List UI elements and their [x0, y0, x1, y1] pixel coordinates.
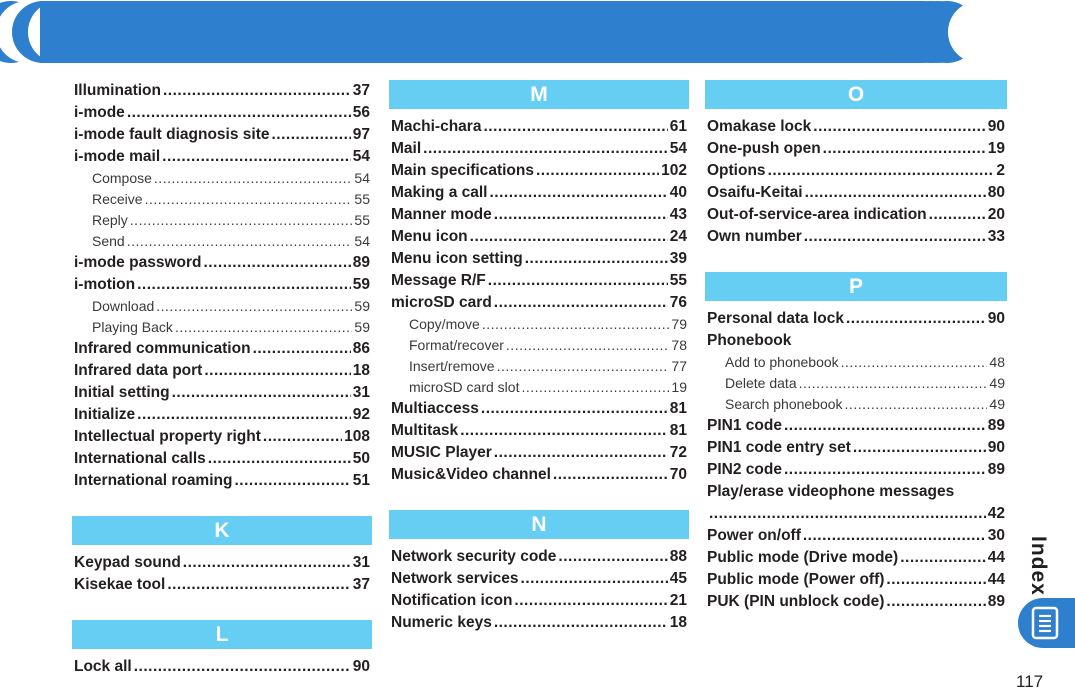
- dot-leader: [470, 226, 668, 248]
- entry-page-number: 37: [352, 576, 370, 593]
- dot-leader: [272, 124, 351, 146]
- page-number: 117: [1016, 672, 1044, 691]
- dot-leader: [172, 382, 351, 404]
- entry-label: Machi-chara: [391, 118, 482, 135]
- entry-page-number: 102: [661, 162, 687, 179]
- entry-label: Lock all: [74, 658, 132, 675]
- entry-label: Keypad sound: [74, 554, 181, 571]
- dot-leader: [482, 314, 670, 335]
- dot-leader: [494, 292, 668, 314]
- entry-page-number: 50: [352, 450, 370, 467]
- entry-page-number: 19: [987, 140, 1005, 157]
- entry-label: Initial setting: [74, 384, 170, 401]
- index-entry[interactable]: [391, 590, 687, 612]
- dot-leader: [154, 168, 353, 189]
- index-entry[interactable]: [391, 204, 687, 226]
- dot-leader: [163, 80, 351, 102]
- dot-leader: [130, 210, 353, 231]
- dot-leader: [183, 552, 351, 574]
- entry-label: Search phonebook: [725, 396, 843, 412]
- entry-label: Network services: [391, 570, 519, 587]
- index-entry[interactable]: [391, 248, 687, 270]
- entry-page-number: 49: [989, 396, 1005, 412]
- entry-label: Main specifications: [391, 162, 534, 179]
- dot-leader: [497, 356, 670, 377]
- entry-label: Menu icon setting: [391, 250, 523, 267]
- entry-label: Insert/remove: [409, 358, 495, 374]
- dot-leader: [886, 591, 985, 613]
- index-entry[interactable]: [391, 226, 687, 248]
- index-entry[interactable]: [74, 426, 370, 448]
- entry-label: Receive: [92, 191, 143, 207]
- dot-leader: [823, 138, 986, 160]
- index-subentry[interactable]: [74, 296, 370, 317]
- entry-label: Public mode (Power off): [707, 571, 885, 588]
- index-subentry[interactable]: [74, 168, 370, 189]
- dot-leader: [709, 503, 986, 525]
- entry-page-number: 31: [352, 554, 370, 571]
- index-entry[interactable]: [74, 382, 370, 404]
- entry-page-number: 55: [669, 272, 687, 289]
- entry-page-number: 54: [352, 148, 370, 165]
- dot-leader: [929, 204, 986, 226]
- entry-label: Mail: [391, 140, 422, 157]
- index-entry[interactable]: [74, 470, 370, 492]
- dot-leader: [805, 182, 986, 204]
- entry-label: Public mode (Drive mode): [707, 549, 899, 566]
- entry-page-number: 59: [352, 276, 370, 293]
- entry-label: Delete data: [725, 375, 797, 391]
- entry-label: Manner mode: [391, 206, 492, 223]
- entry-page-number: 18: [669, 614, 687, 631]
- dot-leader: [175, 317, 352, 338]
- dot-leader: [886, 569, 985, 591]
- dot-leader: [234, 470, 350, 492]
- dot-leader: [460, 420, 668, 442]
- entry-page-number: 55: [354, 191, 370, 207]
- dot-leader: [525, 248, 668, 270]
- dot-leader: [521, 377, 669, 398]
- index-subentry[interactable]: [391, 314, 687, 335]
- dot-leader: [900, 547, 986, 569]
- index-entry[interactable]: [74, 274, 370, 296]
- section-header-k: K: [72, 516, 372, 545]
- dot-leader: [488, 270, 668, 292]
- dot-leader: [134, 656, 351, 678]
- index-entry[interactable]: [74, 124, 370, 146]
- entry-page-number: 90: [987, 439, 1005, 456]
- index-entry[interactable]: [391, 420, 687, 442]
- dot-leader: [494, 204, 668, 226]
- entry-label: Reply: [92, 212, 128, 228]
- entry-page-number: 44: [987, 571, 1005, 588]
- document-list-icon: [1031, 606, 1059, 640]
- entry-label: Initialize: [74, 406, 136, 423]
- entry-label: Options: [707, 162, 766, 179]
- index-entry[interactable]: [74, 404, 370, 426]
- entry-label: Download: [92, 298, 155, 314]
- entry-page-number: 108: [344, 428, 370, 445]
- dot-leader: [768, 160, 995, 182]
- entry-label: Music&Video channel: [391, 466, 551, 483]
- entry-label: Kisekae tool: [74, 576, 166, 593]
- dot-leader: [167, 574, 350, 596]
- entry-label: Network security code: [391, 548, 557, 565]
- entry-label: Notification icon: [391, 592, 513, 609]
- index-entry[interactable]: [74, 360, 370, 382]
- entry-page-number: 51: [352, 472, 370, 489]
- entry-page-number: 97: [352, 126, 370, 143]
- entry-page-number: 55: [354, 212, 370, 228]
- index-entry[interactable]: [74, 252, 370, 274]
- entry-label: Intellectual property right: [74, 428, 261, 445]
- index-entry[interactable]: [391, 270, 687, 292]
- entry-page-number: 81: [669, 400, 687, 417]
- section-gap: [391, 486, 687, 510]
- index-entry[interactable]: [707, 415, 1005, 437]
- entry-label: Infrared data port: [74, 362, 203, 379]
- entry-page-number: 54: [354, 233, 370, 249]
- entry-page-number: 42: [987, 505, 1005, 522]
- entry-label: Compose: [92, 170, 152, 186]
- entry-page-number: 40: [669, 184, 687, 201]
- index-entry[interactable]: [707, 503, 1005, 525]
- dot-leader: [156, 296, 352, 317]
- entry-label: i-mode mail: [74, 148, 161, 165]
- index-entry[interactable]: [74, 552, 370, 574]
- entry-page-number: 70: [669, 466, 687, 483]
- entry-page-number: 89: [352, 254, 370, 271]
- entry-page-number: 92: [352, 406, 370, 423]
- index-entry[interactable]: [707, 525, 1005, 547]
- entry-label: Multitask: [391, 422, 459, 439]
- dot-leader: [804, 226, 986, 248]
- entry-label: Format/recover: [409, 337, 504, 353]
- section-header-p: P: [705, 272, 1007, 301]
- entry-label: Personal data lock: [707, 310, 844, 327]
- index-subentry[interactable]: [707, 394, 1005, 415]
- dot-leader: [784, 415, 986, 437]
- entry-label: microSD card: [391, 294, 492, 311]
- entry-page-number: 21: [669, 592, 687, 609]
- index-entry[interactable]: [707, 459, 1005, 481]
- entry-page-number: 89: [987, 417, 1005, 434]
- entry-page-number: 72: [669, 444, 687, 461]
- dot-leader: [813, 116, 985, 138]
- dot-leader: [803, 525, 986, 547]
- entry-page-number: 59: [354, 319, 370, 335]
- banner-bar: [40, 1, 970, 63]
- index-column-1: [74, 80, 370, 678]
- entry-page-number: 89: [987, 461, 1005, 478]
- entry-label: Send: [92, 233, 125, 249]
- index-entry[interactable]: [74, 656, 370, 678]
- entry-page-number: 89: [987, 593, 1005, 610]
- index-subentry[interactable]: [707, 373, 1005, 394]
- index-subentry[interactable]: [707, 352, 1005, 373]
- dot-leader: [553, 464, 668, 486]
- entry-page-number: 43: [669, 206, 687, 223]
- entry-label: Out-of-service-area indication: [707, 206, 927, 223]
- banner-chevron-right-4-mask: [948, 1, 1010, 63]
- entry-page-number: 61: [669, 118, 687, 135]
- dot-leader: [799, 373, 988, 394]
- entry-label: International calls: [74, 450, 206, 467]
- dot-leader: [263, 426, 342, 448]
- dot-leader: [506, 335, 670, 356]
- index-entry[interactable]: [74, 80, 370, 102]
- entry-page-number: 54: [354, 170, 370, 186]
- entry-label: Copy/move: [409, 316, 480, 332]
- entry-page-number: 44: [987, 549, 1005, 566]
- index-subentry[interactable]: [74, 210, 370, 231]
- entry-label: Multiaccess: [391, 400, 479, 417]
- entry-page-number: 54: [669, 140, 687, 157]
- dot-leader: [127, 102, 351, 124]
- entry-page-number: 31: [352, 384, 370, 401]
- dot-leader: [127, 231, 353, 252]
- index-entry[interactable]: [74, 146, 370, 168]
- index-entry[interactable]: [707, 437, 1005, 459]
- entry-page-number: 90: [987, 118, 1005, 135]
- dot-leader: [204, 360, 350, 382]
- index-entry[interactable]: [707, 308, 1005, 330]
- dot-leader: [483, 116, 667, 138]
- entry-label: Playing Back: [92, 319, 173, 335]
- index-tab-label[interactable]: Index: [1027, 536, 1050, 596]
- index-subentry[interactable]: [391, 377, 687, 398]
- entry-label: i-mode fault diagnosis site: [74, 126, 270, 143]
- entry-label: Message R/F: [391, 272, 486, 289]
- index-entry[interactable]: [391, 442, 687, 464]
- entry-page-number: 19: [671, 379, 687, 395]
- index-entry[interactable]: [391, 612, 687, 634]
- index-entry[interactable]: [74, 574, 370, 596]
- dot-leader: [489, 182, 667, 204]
- entry-page-number: 86: [352, 340, 370, 357]
- index-entry[interactable]: [707, 116, 1005, 138]
- dot-leader: [481, 398, 668, 420]
- index-entry[interactable]: [707, 481, 1005, 503]
- index-subentry[interactable]: [74, 189, 370, 210]
- index-entry[interactable]: [391, 568, 687, 590]
- entry-label: MUSIC Player: [391, 444, 492, 461]
- index-entry[interactable]: [707, 226, 1005, 248]
- dot-leader: [162, 146, 351, 168]
- entry-page-number: 24: [669, 228, 687, 245]
- index-entry[interactable]: [391, 546, 687, 568]
- dot-leader: [137, 274, 351, 296]
- index-subentry[interactable]: [74, 231, 370, 252]
- entry-label: Own number: [707, 228, 802, 245]
- entry-page-number: 90: [352, 658, 370, 675]
- header-banner: [0, 0, 1010, 64]
- entry-label: PIN1 code entry set: [707, 439, 851, 456]
- dot-leader: [494, 442, 668, 464]
- section-header-n: N: [389, 510, 689, 539]
- entry-page-number: 79: [671, 316, 687, 332]
- entry-page-number: 56: [352, 104, 370, 121]
- entry-page-number: 20: [987, 206, 1005, 223]
- entry-page-number: 78: [671, 337, 687, 353]
- entry-page-number: 45: [669, 570, 687, 587]
- entry-label: International roaming: [74, 472, 233, 489]
- entry-label: Play/erase videophone messages: [707, 483, 955, 500]
- index-entry[interactable]: [707, 138, 1005, 160]
- entry-page-number: 81: [669, 422, 687, 439]
- index-entry[interactable]: [707, 569, 1005, 591]
- dot-leader: [521, 568, 668, 590]
- index-entry[interactable]: [74, 102, 370, 124]
- entry-label: Menu icon: [391, 228, 468, 245]
- index-subentry[interactable]: [391, 335, 687, 356]
- entry-label: Numeric keys: [391, 614, 492, 631]
- entry-label: Phonebook: [707, 332, 792, 349]
- index-entry[interactable]: [391, 182, 687, 204]
- index-column-3: [707, 80, 1005, 613]
- section-gap: [74, 492, 370, 516]
- entry-label: microSD card slot: [409, 379, 520, 395]
- index-column-2: [391, 80, 687, 634]
- entry-label: One-push open: [707, 140, 821, 157]
- dot-leader: [494, 612, 668, 634]
- entry-page-number: 39: [669, 250, 687, 267]
- index-entry[interactable]: [391, 160, 687, 182]
- index-entry[interactable]: [707, 547, 1005, 569]
- index-entry[interactable]: [707, 204, 1005, 226]
- entry-label: Omakase lock: [707, 118, 812, 135]
- dot-leader: [203, 252, 350, 274]
- entry-page-number: 48: [989, 354, 1005, 370]
- entry-label: Osaifu-Keitai: [707, 184, 803, 201]
- index-entry[interactable]: [391, 116, 687, 138]
- entry-page-number: 2: [996, 162, 1005, 179]
- entry-page-number: 30: [987, 527, 1005, 544]
- entry-page-number: 37: [352, 82, 370, 99]
- index-entry[interactable]: [391, 138, 687, 160]
- index-subentry[interactable]: [391, 356, 687, 377]
- entry-label: Infrared communication: [74, 340, 251, 357]
- section-header-m: M: [389, 80, 689, 109]
- section-header-o: O: [705, 80, 1007, 109]
- dot-leader: [558, 546, 667, 568]
- entry-page-number: 49: [989, 375, 1005, 391]
- entry-page-number: 77: [671, 358, 687, 374]
- index-entry[interactable]: [391, 292, 687, 314]
- entry-page-number: 88: [669, 548, 687, 565]
- entry-label: Making a call: [391, 184, 488, 201]
- entry-page-number: 18: [352, 362, 370, 379]
- index-entry[interactable]: [74, 448, 370, 470]
- section-gap: [74, 596, 370, 620]
- dot-leader: [841, 352, 988, 373]
- dot-leader: [846, 308, 986, 330]
- dot-leader: [536, 160, 659, 182]
- dot-leader: [853, 437, 986, 459]
- entry-page-number: 76: [669, 294, 687, 311]
- dot-leader: [137, 404, 351, 426]
- index-entry[interactable]: [707, 330, 1005, 352]
- entry-label: i-mode password: [74, 254, 202, 271]
- entry-page-number: 33: [987, 228, 1005, 245]
- index-entry[interactable]: [707, 591, 1005, 613]
- dot-leader: [784, 459, 986, 481]
- index-tab-icon[interactable]: [1018, 598, 1075, 648]
- entry-label: Illumination: [74, 82, 161, 99]
- entry-page-number: 59: [354, 298, 370, 314]
- entry-label: i-motion: [74, 276, 136, 293]
- entry-label: PIN1 code: [707, 417, 782, 434]
- index-entry[interactable]: [74, 338, 370, 360]
- entry-label: Add to phonebook: [725, 354, 839, 370]
- section-gap: [707, 248, 1005, 272]
- index-entry[interactable]: [707, 160, 1005, 182]
- entry-label: i-mode: [74, 104, 125, 121]
- index-subentry[interactable]: [74, 317, 370, 338]
- dot-leader: [845, 394, 988, 415]
- dot-leader: [253, 338, 351, 360]
- dot-leader: [423, 138, 668, 160]
- dot-leader: [208, 448, 351, 470]
- index-entry[interactable]: [391, 464, 687, 486]
- entry-label: Power on/off: [707, 527, 801, 544]
- dot-leader: [514, 590, 667, 612]
- section-header-l: L: [72, 620, 372, 649]
- entry-page-number: 90: [987, 310, 1005, 327]
- entry-page-number: 80: [987, 184, 1005, 201]
- index-entry[interactable]: [391, 398, 687, 420]
- dot-leader: [145, 189, 353, 210]
- entry-label: PUK (PIN unblock code): [707, 593, 885, 610]
- index-entry[interactable]: [707, 182, 1005, 204]
- entry-label: PIN2 code: [707, 461, 782, 478]
